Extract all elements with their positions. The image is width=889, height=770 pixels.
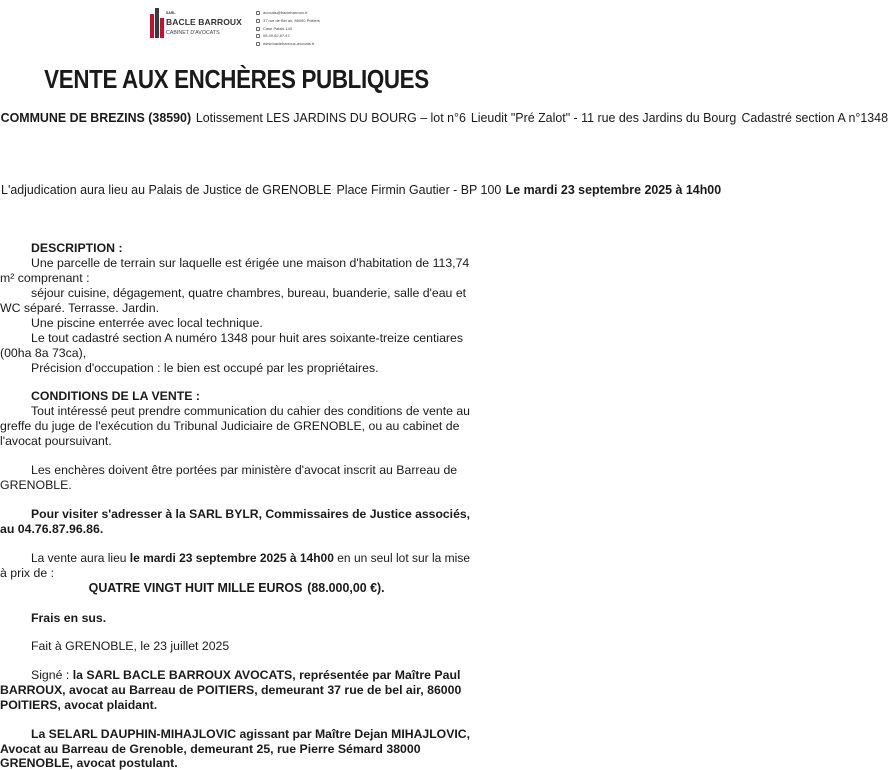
- contact-website: www.baclebarroux-avocats.fr: [256, 41, 336, 49]
- price-words: QUATRE VINGT HUIT MILLE EUROS: [88, 581, 303, 595]
- done-at: Fait à GRENOBLE, le 23 juillet 2025: [31, 639, 230, 653]
- commune-heading: COMMUNE DE BREZINS (38590): [0, 111, 192, 125]
- page-title: VENTE AUX ENCHÈRES PUBLIQUES: [44, 64, 429, 94]
- conditions-heading: CONDITIONS DE LA VENTE :: [31, 389, 200, 403]
- property-line: Lotissement LES JARDINS DU BOURG – lot n°6: [196, 111, 467, 125]
- sale-price-intro: à prix de :: [0, 566, 54, 580]
- property-line: Cadastré section A n°1348: [741, 111, 889, 125]
- description-line: Précision d'occupation : le bien est occupé par les propriétaires.: [31, 361, 379, 375]
- conditions-line: greffe du juge de l'exécution du Tribunal Judiciaire de GRENOBLE, ou au cabinet de: [0, 419, 460, 433]
- conditions-line: GRENOBLE.: [0, 478, 72, 492]
- starting-price: [0, 581, 473, 596]
- location-icon: [256, 19, 260, 23]
- sale-date: le mardi 23 septembre 2025 à 14h00: [129, 551, 334, 565]
- conditions-line: l'avocat poursuivant.: [0, 434, 112, 448]
- signature-line: Signé : la SARL BACLE BARROUX AVOCATS, représentée par Maître Paul: [31, 668, 461, 682]
- fees-note: Frais en sus.: [31, 611, 107, 625]
- description-line: séjour cuisine, dégagement, quatre chambres, bureau, buanderie, salle d'eau et: [31, 286, 467, 300]
- logo-top-text: SARL: [166, 11, 176, 15]
- adjudication-place: L'adjudication aura lieu au Palais de Justice de GRENOBLE: [1, 183, 332, 197]
- description-heading: DESCRIPTION :: [31, 241, 123, 255]
- adjudication-block: [0, 183, 722, 198]
- postulant-line: GRENOBLE, avocat postulant.: [0, 756, 178, 770]
- contact-phone: 05.49.62.87.47: [256, 33, 336, 41]
- description-line: Une piscine enterrée avec local technique.: [31, 316, 263, 330]
- property-block: [0, 111, 889, 126]
- visit-phone: au 04.76.87.96.86.: [0, 522, 104, 536]
- description-line: WC séparé. Terrasse. Jardin.: [0, 301, 160, 315]
- conditions-line: Les enchères doivent être portées par ministère d'avocat inscrit au Barreau de: [31, 463, 458, 477]
- contact-case: Case Palais 140: [256, 26, 336, 34]
- contact-address: 37 rue de Bel air, 86000 Poitiers: [256, 18, 336, 26]
- price-number: (88.000,00 €).: [307, 581, 385, 595]
- firm-logo: [150, 8, 252, 48]
- adjudication-address: Place Firmin Gautier - BP 100: [336, 183, 502, 197]
- logo-subtitle: CABINET D'AVOCATS: [166, 30, 220, 36]
- phone-icon: [256, 34, 260, 38]
- logo-firm-name: BACLE BARROUX: [166, 17, 242, 27]
- description-line: Une parcelle de terrain sur laquelle est érigée une maison d'habitation de 113,74: [31, 256, 470, 270]
- sale-date-line: La vente aura lieu le mardi 23 septembre 2025 à 14h00 en un seul lot sur la mise: [31, 551, 471, 565]
- letterhead: [0, 4, 473, 60]
- description-line: Le tout cadastré section A numéro 1348 pour huit ares soixante-treize centiares: [31, 331, 464, 345]
- briefcase-icon: [256, 27, 260, 31]
- mail-icon: [256, 11, 260, 15]
- postulant-line: Avocat au Barreau de Grenoble, demeurant 25, rue Pierre Sémard 38000: [0, 742, 421, 756]
- description-line: m² comprenant :: [0, 271, 90, 285]
- contact-block: [256, 10, 336, 49]
- visit-info: Pour visiter s'adresser à la SARL BYLR, Commissaires de Justice associés,: [31, 507, 471, 521]
- postulant-line: La SELARL DAUPHIN-MIHAJLOVIC agissant par Maître Dejan MIHAJLOVIC,: [31, 727, 471, 741]
- logo-mark-icon: [150, 8, 164, 38]
- contact-email: avocats@baclebarroux.fr: [256, 10, 336, 18]
- conditions-line: Tout intéressé peut prendre communication du cahier des conditions de vente au: [31, 404, 471, 418]
- description-line: (00ha 8a 73ca),: [0, 346, 87, 360]
- adjudication-date: Le mardi 23 septembre 2025 à 14h00: [505, 183, 722, 197]
- signature-line: BARROUX, avocat au Barreau de POITIERS, demeurant 37 rue de bel air, 86000: [0, 683, 462, 697]
- globe-icon: [256, 42, 260, 46]
- signature-line: POITIERS, avocat plaidant.: [0, 698, 158, 712]
- property-line: Lieudit "Pré Zalot" - 11 rue des Jardins du Bourg: [471, 111, 737, 125]
